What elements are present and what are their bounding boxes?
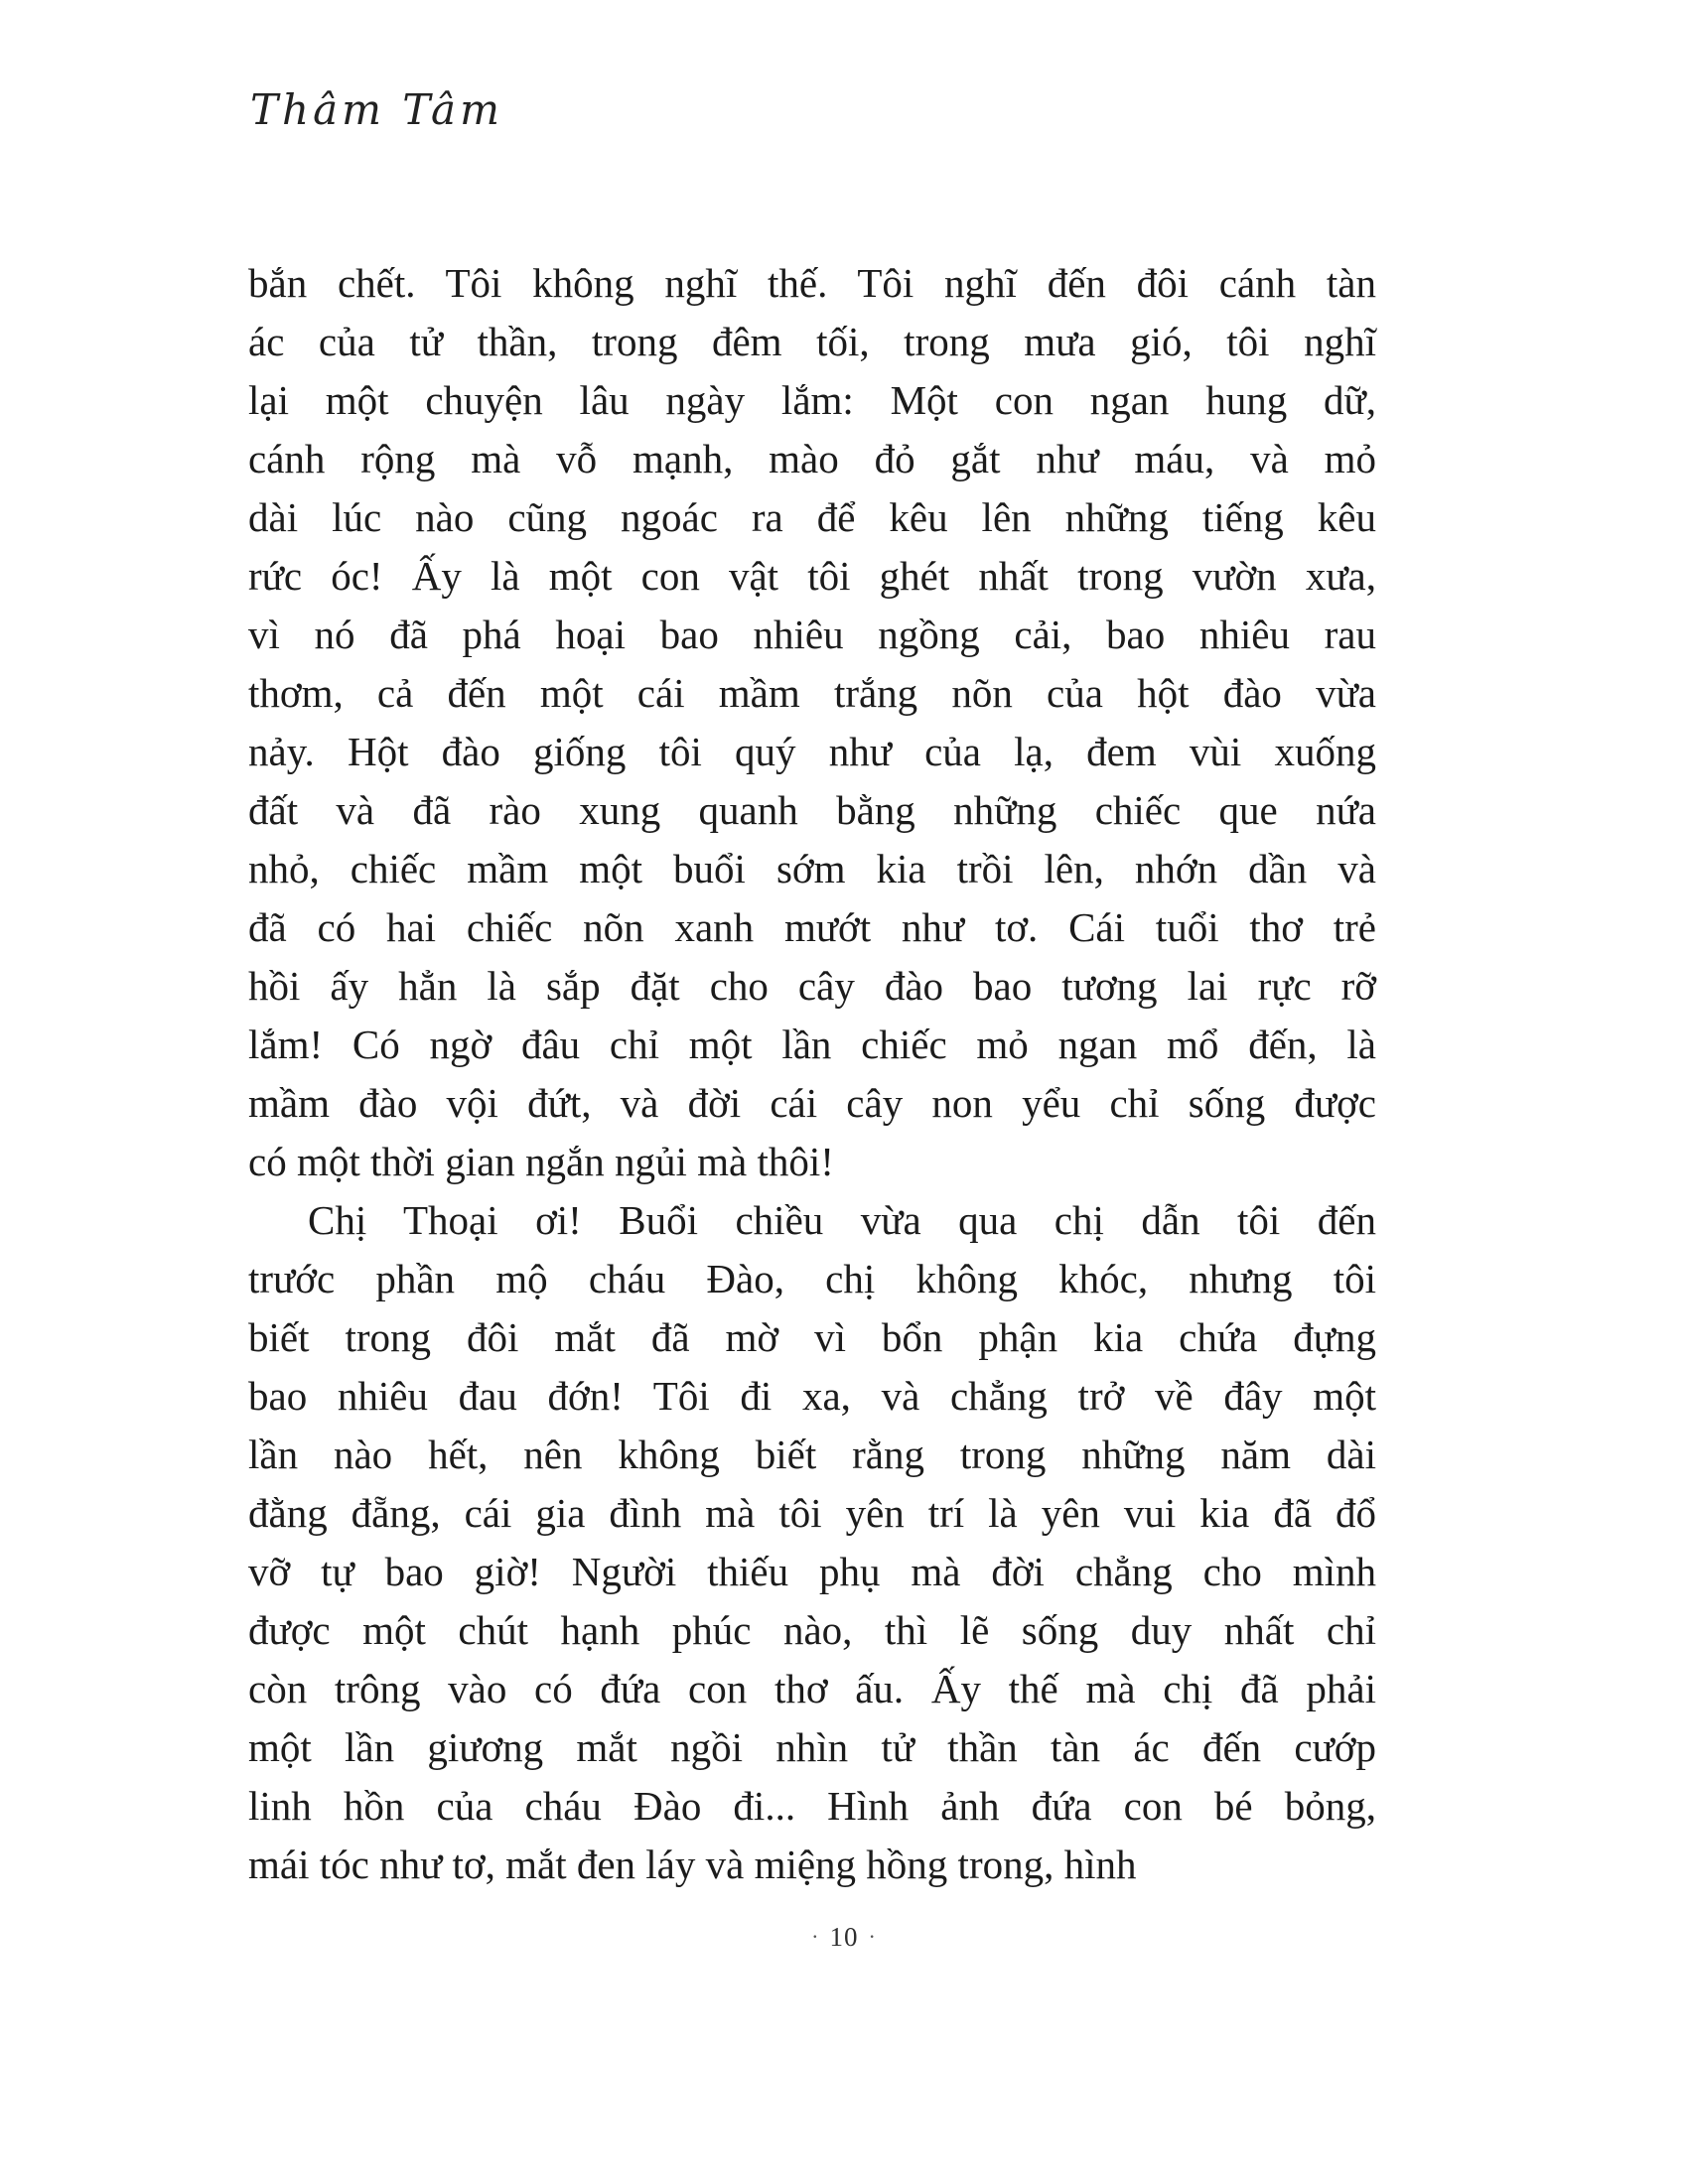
- text-line: đã có hai chiếc nõn xanh mướt như tơ. Cái tuổi thơ trẻ: [248, 904, 1376, 950]
- text-line: ác của tử thần, trong đêm tối, trong mưa gió, tôi nghĩ: [248, 319, 1376, 364]
- text-line: lắm! Có ngờ đâu chỉ một lần chiếc mỏ ngan mổ đến, là: [248, 1022, 1376, 1067]
- footer-left-dot: ·: [811, 1924, 820, 1949]
- text-line: nhỏ, chiếc mầm một buổi sớm kia trồi lên, nhớn dần và: [248, 846, 1376, 891]
- text-line: lần nào hết, nên không biết rằng trong những năm dài: [248, 1432, 1376, 1477]
- text-line: thơm, cả đến một cái mầm trắng nõn của hột đào vừa: [248, 670, 1376, 716]
- text-line: vì nó đã phá hoại bao nhiêu ngồng cải, bao nhiêu rau: [248, 612, 1376, 657]
- text-line: trước phần mộ cháu Đào, chị không khóc, nhưng tôi: [248, 1256, 1376, 1301]
- text-line: Chị Thoại ơi! Buổi chiều vừa qua chị dẫn tôi đến: [308, 1197, 1376, 1243]
- text-line: đất và đã rào xung quanh bằng những chiếc que nứa: [248, 787, 1376, 833]
- footer-right-dot: ·: [868, 1924, 877, 1949]
- text-line: vỡ tự bao giờ! Người thiếu phụ mà đời chẳng cho mình: [248, 1549, 1376, 1594]
- text-line: lại một chuyện lâu ngày lắm: Một con ngan hung dữ,: [248, 377, 1376, 423]
- page-body: [248, 254, 1376, 1894]
- text-line: biết trong đôi mắt đã mờ vì bổn phận kia chứa đựng: [248, 1314, 1376, 1360]
- text-line: bao nhiêu đau đớn! Tôi đi xa, và chẳng trở về đây một: [248, 1373, 1376, 1419]
- page-footer: [0, 1922, 1688, 1953]
- paragraph: [248, 254, 1376, 1191]
- text-line: còn trông vào có đứa con thơ ấu. Ấy thế mà chị đã phải: [248, 1666, 1376, 1711]
- text-line: một lần giương mắt ngồi nhìn tử thần tàn ác đến cướp: [248, 1724, 1376, 1770]
- text-line: đằng đẵng, cái gia đình mà tôi yên trí là yên vui kia đã đổ: [248, 1490, 1376, 1536]
- paragraph: [248, 1191, 1376, 1894]
- text-line: nảy. Hột đào giống tôi quý như của lạ, đem vùi xuống: [248, 729, 1376, 774]
- text-line: mầm đào vội đứt, và đời cái cây non yểu chỉ sống được: [248, 1080, 1376, 1126]
- author-header: Thâm Tâm: [250, 85, 503, 134]
- text-line: dài lúc nào cũng ngoác ra để kêu lên những tiếng kêu: [248, 494, 1376, 540]
- text-line: hồi ấy hẳn là sắp đặt cho cây đào bao tương lai rực rỡ: [248, 963, 1376, 1009]
- text-line: linh hồn của cháu Đào đi... Hình ảnh đứa con bé bỏng,: [248, 1783, 1376, 1829]
- text-line: mái tóc như tơ, mắt đen láy và miệng hồng trong, hình: [248, 1842, 1137, 1887]
- text-line: bắn chết. Tôi không nghĩ thế. Tôi nghĩ đến đôi cánh tàn: [248, 260, 1376, 306]
- text-line: cánh rộng mà vỗ mạnh, mào đỏ gắt như máu, và mỏ: [248, 436, 1376, 481]
- page-number: 10: [829, 1922, 859, 1952]
- text-line: có một thời gian ngắn ngủi mà thôi!: [248, 1139, 834, 1184]
- text-line: được một chút hạnh phúc nào, thì lẽ sống duy nhất chỉ: [248, 1607, 1376, 1653]
- text-line: rức óc! Ấy là một con vật tôi ghét nhất trong vườn xưa,: [248, 553, 1376, 599]
